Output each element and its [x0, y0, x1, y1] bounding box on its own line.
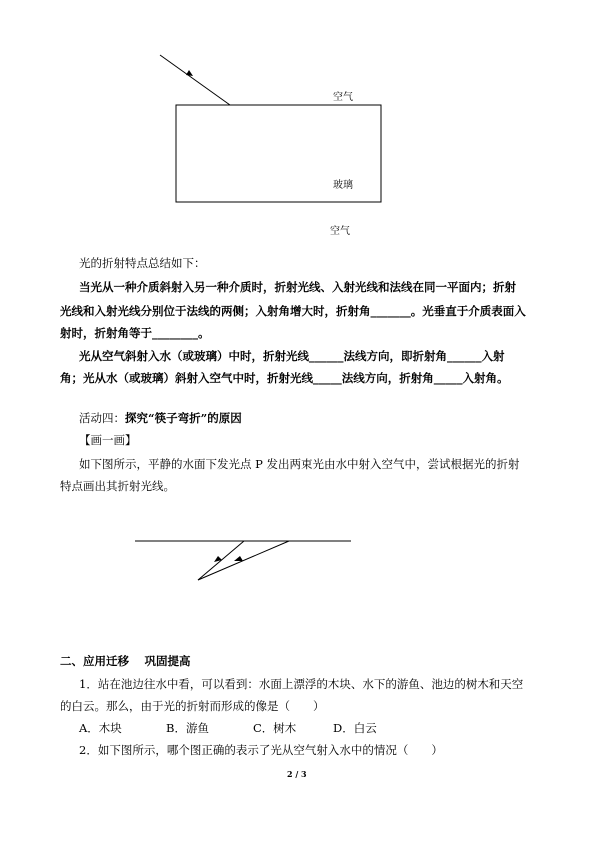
activity4-title-main: 探究“筷子弯折”的原因 — [125, 411, 242, 425]
q1-option-d: D．白云 — [333, 721, 377, 735]
summary-line: 射时，折射角等于________。 — [60, 326, 210, 340]
summary-heading: 光的折射特点总结如下： — [79, 256, 206, 270]
activity4-title — [79, 411, 242, 425]
q2-line: 2．如下图所示，哪个图正确的表示了光从空气射入水中的情况（ ） — [79, 743, 443, 757]
summary-line: 当光从一种介质斜射入另一种介质时，折射光线、入射光线和法线在同一平面内；折射 — [79, 280, 516, 294]
activity4-line: 特点画出其折射光线。 — [60, 479, 175, 493]
section2-title: 二、应用迁移 巩固提高 — [60, 654, 191, 668]
incident-ray-arrowhead — [186, 70, 193, 76]
ray-2 — [198, 541, 289, 580]
incident-ray — [160, 55, 230, 105]
q1-line: 的白云。那么，由于光的折射而形成的像是（ ） — [60, 699, 325, 713]
label-air-top: 空气 — [333, 92, 353, 103]
q1-line: 1．站在池边往水中看，可以看到：水面上漂浮的木块、水下的游鱼、池边的树木和天空 — [79, 677, 524, 691]
summary-line: 光线和入射光线分别位于法线的两侧；入射角增大时，折射角_______。光垂直于介质表面入 — [60, 304, 526, 318]
activity4-title-prefix: 活动四： — [79, 411, 125, 425]
draw-label: 【画一画】 — [79, 433, 137, 447]
q1-option-a: A．木块 — [79, 721, 122, 735]
page-number: 2 / 3 — [287, 769, 307, 779]
label-air-bottom: 空气 — [330, 226, 350, 237]
activity4-line: 如下图所示，平静的水面下发光点 P 发出两束光由水中射入空气中，尝试根据光的折射 — [79, 457, 520, 471]
q1-option-b: B．游鱼 — [166, 721, 209, 735]
q1-option-c: C．树木 — [253, 721, 297, 735]
summary-line: 光从空气斜射入水（或玻璃）中时，折射光线______法线方向，即折射角______入射 — [79, 349, 505, 363]
label-glass: 玻璃 — [333, 180, 353, 191]
summary-line: 角；光从水（或玻璃）斜射入空气中时，折射光线_____法线方向，折射角_____入射角。 — [60, 371, 509, 385]
ray-2-arrowhead — [234, 556, 243, 561]
